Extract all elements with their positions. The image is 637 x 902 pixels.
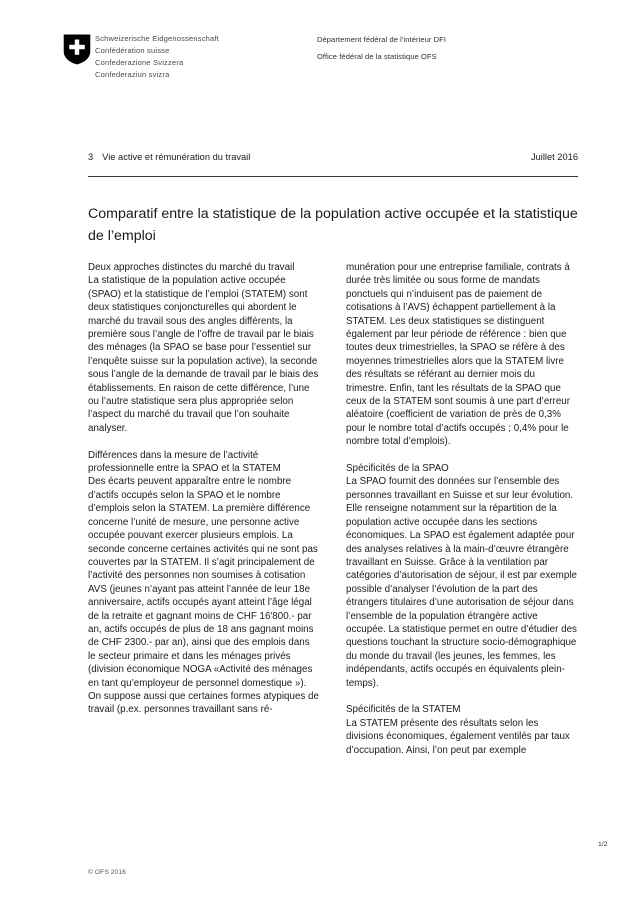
left-column (88, 261, 319, 757)
section-heading: Différences dans la mesure de l’activité professionnelle entre la SPAO et la STATEM (88, 449, 281, 475)
body-columns (88, 261, 578, 757)
paragraph: La STATEM présente des résultats selon les divisions économiques, également ventilés par taux d’occupation. Ainsi, l’on peut par exemple (346, 717, 570, 756)
chapter-number: 3 (88, 152, 94, 162)
wordmark-line: Schweizerische Eidgenossenschaft (95, 34, 219, 43)
wordmark-line: Confederaziun svizra (95, 70, 170, 79)
chapter-row (88, 152, 578, 162)
department-block (317, 34, 446, 63)
wordmark-line: Confederazione Svizzera (95, 58, 184, 67)
right-column (346, 261, 577, 757)
swiss-cross-logo-icon (63, 34, 91, 65)
office-line: Office fédéral de la statistique OFS (317, 52, 437, 61)
page-title: Comparatif entre la statistique de la population active occupée et la statistique de l’emploi (88, 206, 578, 244)
wordmark-line: Confédération suisse (95, 46, 170, 55)
chapter-date: Juillet 2016 (530, 152, 578, 162)
copyright-notice: © OFS 2016 (88, 869, 126, 876)
section-heading: Deux approches distinctes du marché du travail (88, 262, 295, 273)
confederation-wordmark (95, 33, 219, 81)
header-divider (88, 176, 578, 177)
paragraph: La statistique de la population active occupée (SPAO) et la statistique de l’emploi (STATEM) sont deux statistiques conjoncturelles qui abordent le marché du travail sous des angles différents, la première sous l’angle de l’offre de travail par le biais des ménages (la SPAO se base pour l’essentiel sur l’enquête suisse sur la population active), la seconde sous l’angle de la demande de travail par le biais des établissements. En raison de cette différence, l’une ou l’autre statistique sera plus appropriée selon l’aspect du marché du travail que l’on souhaite analyser. (88, 275, 319, 434)
page-number: 1/2 (598, 841, 608, 848)
paragraph: munération pour une entreprise familiale, contrats à durée très limitée ou sous forme de mandats ponctuels qui n’induisent pas de paiement de cotisations à l’AVS) échappent partiellement à la STATEM. Les deux statistiques se distinguent également par leur période de référence : bien que toutes deux trimestrielles, la SPAO se réfère à des moyennes trimestrielles alors que la STATEM livre des résultats se référant au dernier mois du trimestre. Enfin, tant les résultats de la SPAO que ceux de la STATEM sont soumis à une part d’erreur aléatoire (coefficient de variation de près de 0,3% pour le nombre total d’actifs occupés ; 0,4% pour le nombre total d’emplois). (346, 262, 570, 448)
paragraph: La SPAO fournit des données sur l’ensemble des personnes travaillant en Suisse et sur leur évolution. Elle renseigne notamment sur la répartition de la population active occupée dans les sections économiques. La SPAO est également adaptée pour des analyses relatives à la main-d’œuvre étrangère travaillant en Suisse. Grâce à la ventilation par catégories d’autorisation de séjour, il est par exemple possible d’analyser l’évolution de la part des étrangers titulaires d’une autorisation de séjour dans l’ensemble de la population étrangère active occupée. La statistique permet en outre d’étudier des questions touchant la structure socio-démographique du monde du travail (les jeunes, les femmes, les indépendants, actifs occupés en équivalents plein-temps). (346, 476, 577, 689)
department-line: Département fédéral de l'intérieur DFI (317, 35, 447, 44)
paragraph: Des écarts peuvent apparaître entre le nombre d’actifs occupés selon la SPAO et le nombre d’emplois selon la STATEM. La première différence concerne l’unité de mesure, une personne active occupée pouvant exercer plusieurs emplois. La seconde concerne certaines activités qui ne sont pas couvertes par la STATEM. Il s’agit principalement de l’activité des personnes non soumises à cotisation AVS (jeunes n’ayant pas atteint l’année de leur 18e anniversaire, actifs occupés ayant atteint l’âge légal de la retraite et gagnant moins de CHF 16'800.- par an, actifs occupés de plus de 18 ans gagnant moins de CHF 2300.- par an), ainsi que des emplois dans le secteur primaire et dans les ménages privés (division économique NOGA «Activité des ménages en tant qu’employeur de personnel domestique »). On suppose aussi que certaines formes atypiques de travail (p.ex. personnes travaillant sans ré- (88, 476, 319, 716)
section-heading: Spécificités de la STATEM (346, 704, 461, 716)
section-heading: Spécificités de la SPAO (346, 463, 449, 475)
chapter-title: Vie active et rémunération du travail (102, 152, 251, 162)
